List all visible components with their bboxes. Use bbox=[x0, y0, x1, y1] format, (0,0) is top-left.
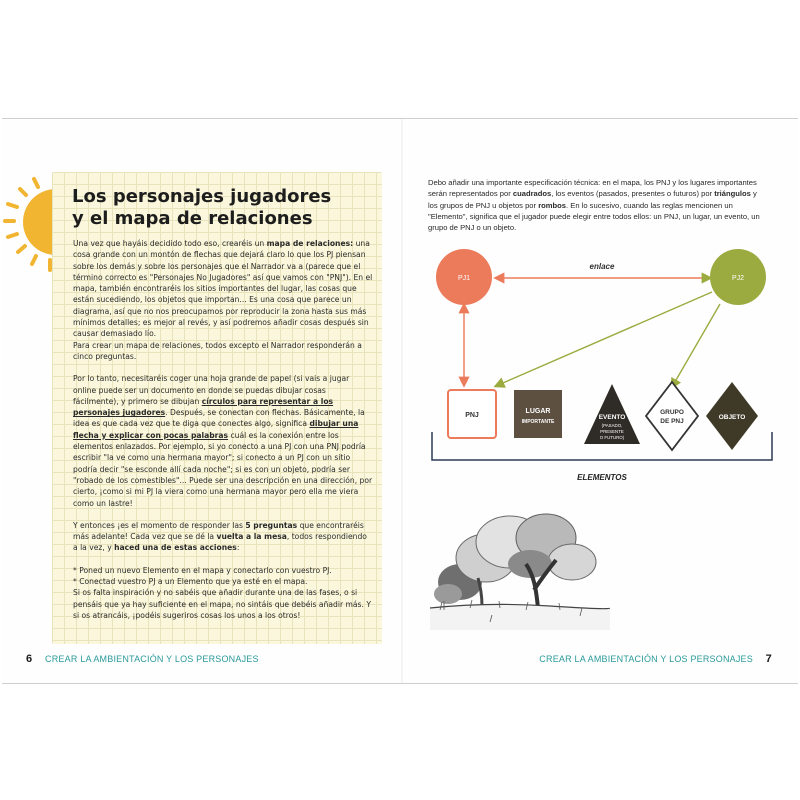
elements-caption: ELEMENTOS bbox=[577, 473, 627, 482]
text-run: 5 preguntas bbox=[245, 520, 298, 530]
left-running-head: CREAR LA AMBIENTACIÓN Y LOS PERSONAJES bbox=[45, 654, 259, 664]
objeto-label: OBJETO bbox=[718, 414, 746, 421]
tree-illustration bbox=[430, 498, 610, 630]
page-number-6: 6 bbox=[26, 653, 33, 665]
text-run: : bbox=[236, 543, 240, 553]
text-run: dibujar una flecha y explicar con pocas palabras bbox=[73, 419, 359, 440]
bullet-1: * Poned un nuevo Elemento en el mapa y conectarlo con vuestro PJ. bbox=[73, 565, 332, 575]
paragraph-3 bbox=[73, 373, 373, 509]
paragraph-1 bbox=[73, 238, 373, 340]
pj1-label: PJ1 bbox=[457, 275, 471, 282]
text-run: . En lo sucesivo, cuando las reglas mencionen un "Elemento", significa que el jugador puede elegir entre todos ellos: un PNJ, un lugar, un evento, un grupo de PNJ o un objeto. bbox=[428, 200, 760, 233]
text-run: rombos bbox=[538, 200, 567, 210]
grupo-label-2: DE PNJ bbox=[660, 418, 684, 425]
lugar-label-2: IMPORTANTE bbox=[521, 419, 555, 425]
text-run: Por lo tanto, necesitaréis coger una hoja grande de papel (si vais a jugar online puede ser un documento en donde se puedas dibujar cosas fácilmente), y primero se dibujan bbox=[73, 374, 350, 406]
text-run: cuadrados bbox=[512, 189, 552, 199]
closing-paragraph: Si os falta inspiración y no sabéis que añadir durante una de las fases, o si pensáis que ya hay suficiente en el mapa, no sintáis que debéis añadir más. Y si os atrancáis, ¡podéis sugeriros cosas los unos a los otros! bbox=[73, 588, 371, 620]
paragraph-4 bbox=[73, 520, 373, 554]
left-folio bbox=[26, 653, 259, 665]
evento-label-4: O FUTURO) bbox=[599, 435, 625, 440]
evento-label-1: EVENTO bbox=[598, 414, 626, 421]
grupo-diamond bbox=[646, 382, 698, 450]
pj2-pnj-arrow bbox=[496, 292, 712, 386]
lugar-label-1: LUGAR bbox=[525, 408, 551, 415]
pj2-label: PJ2 bbox=[731, 275, 745, 282]
text-run: Para crear un mapa de relaciones, todos excepto el Narrador responderán a cinco preguntas. bbox=[73, 340, 362, 361]
text-run: , los eventos (pasados, presentes o futuros) por bbox=[551, 189, 715, 199]
text-run: y los grupos de PNJ u objetos por bbox=[428, 189, 757, 210]
text-run: Y entonces ¡es el momento de responder las bbox=[73, 520, 246, 530]
page-number-7: 7 bbox=[765, 653, 772, 665]
right-folio bbox=[539, 653, 772, 665]
title-line-1: Los personajes jugadores bbox=[72, 186, 332, 207]
title-line-2: y el mapa de relaciones bbox=[72, 208, 313, 229]
relationship-map-diagram bbox=[420, 240, 785, 485]
book-spine bbox=[401, 119, 403, 683]
pj2-grupo-arrow bbox=[672, 304, 720, 387]
text-run: una cosa grande con un montón de flechas que dejará claro lo que los PJ piensan sobre los demás y sobre los personajes que el Narrador va a (parece que el término correcto es "Personajes No Jugadores" así que vamos con "PNJ"). En el mapa, también encontraréis los sitios importantes del lugar, las cosas que están sucediendo, los objetos que importan... Es una cosa que parece un diagrama, así que no nos preocupamos por reproducir la zona hasta sus más mínimos detalles; es mejor al revés, y así podremos añadir cosas después sin causar demasiado lío. bbox=[73, 239, 373, 339]
bullet-2: * Conectad vuestro PJ a un Elemento que ya esté en el mapa. bbox=[73, 577, 308, 587]
page-title bbox=[72, 186, 372, 230]
text-run: , todos respondiendo a la vez, y bbox=[73, 532, 367, 553]
text-run: cuál es la conexión entre los elementos enlazados. Por ejemplo, si yo conecto a una PJ con una PNJ podría escribir "la ve como una hermana mayor"; si conecto a un PJ con un sitio podría decir "se esconde allí cada noche"; si es con un objeto, podría ser "robado de los comestibles"... Puede ser una descripción en una dirección, por cierto, ¡como si mi PJ la viera como una hermana mayor pero ella me viera como un lastre! bbox=[73, 430, 373, 508]
right-intro-text bbox=[428, 177, 766, 233]
text-run: triángulos bbox=[714, 189, 751, 199]
text-run: Debo añadir una importante especificación técnica: en el mapa, los PNJ y los lugares importantes serán representados por bbox=[428, 178, 757, 199]
left-body-text bbox=[73, 238, 373, 621]
text-run: haced una de estas acciones bbox=[114, 543, 237, 553]
grupo-label-1: GRUPO bbox=[660, 409, 684, 416]
link-label: enlace bbox=[589, 262, 615, 271]
evento-label-3: PRESENTE bbox=[600, 429, 624, 434]
evento-label-2: (PASADO, bbox=[601, 423, 623, 428]
text-run: mapa de relaciones: bbox=[266, 239, 354, 248]
text-run: círculos para representar a los personajes jugadores bbox=[73, 396, 334, 418]
text-run: . Después, se conectan con flechas. Básicamente, la idea es que cada vez que te diga que conectes algo, significa bbox=[73, 408, 365, 429]
right-running-head: CREAR LA AMBIENTACIÓN Y LOS PERSONAJES bbox=[539, 654, 753, 664]
paragraph-2 bbox=[73, 340, 373, 363]
pnj-label: PNJ bbox=[465, 412, 479, 419]
text-run: que encontraréis más adelante! Cada vez que se dé la bbox=[73, 520, 364, 542]
text-run: Una vez que hayáis decidido todo eso, crearéis un bbox=[73, 239, 267, 248]
text-run: vuelta a la mesa bbox=[216, 532, 287, 542]
